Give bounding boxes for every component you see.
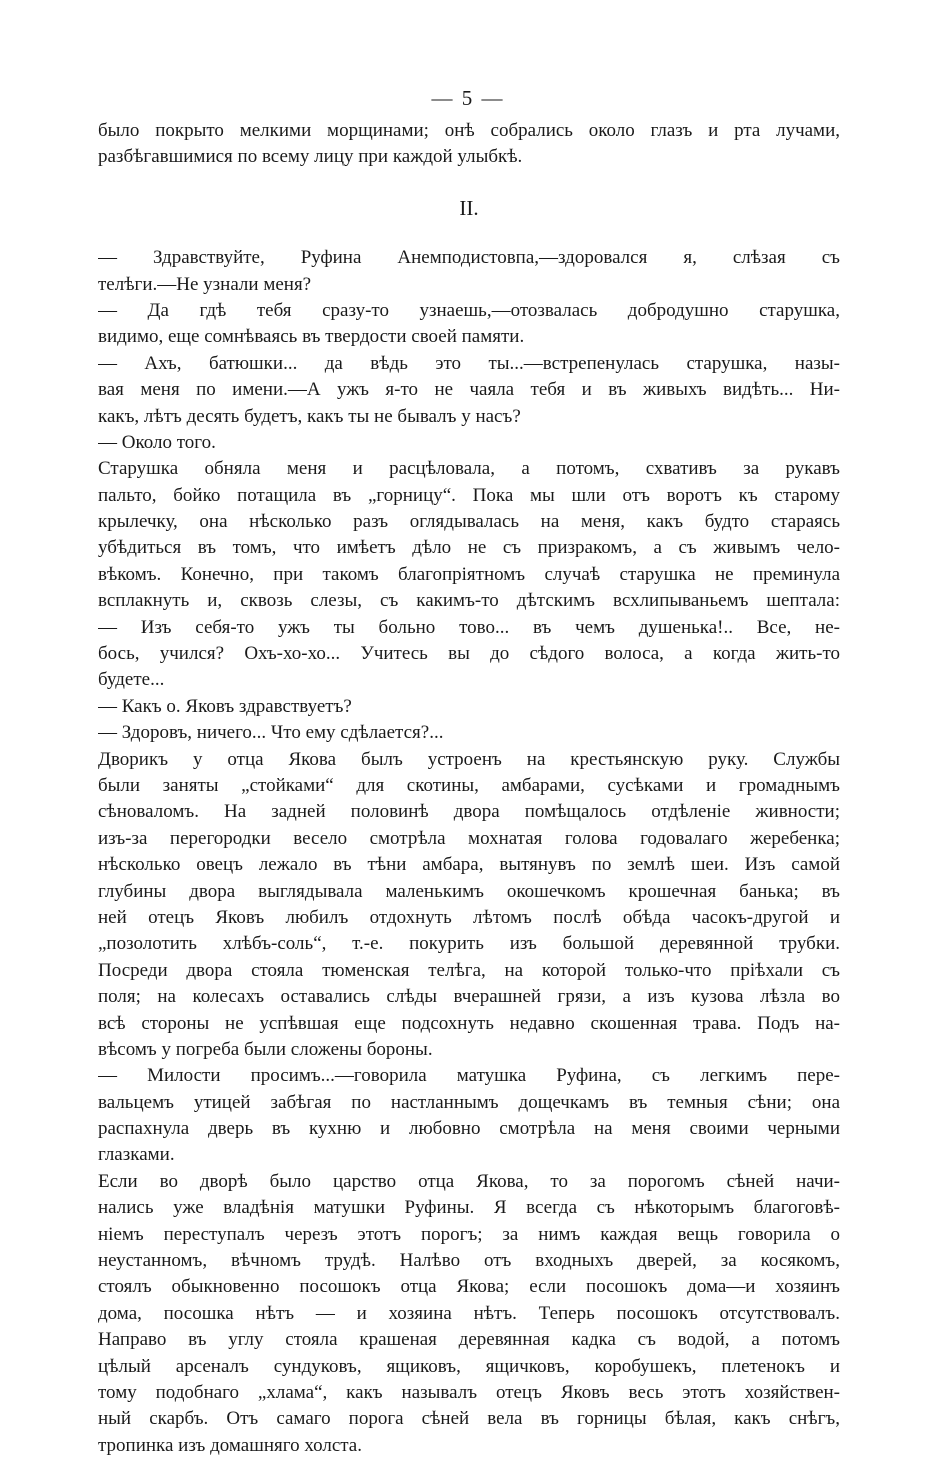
text-line: видимо, еще сомнѣваясь въ твердости своей памяти. [98, 326, 525, 348]
text-line: — Какъ о. Яковъ здравствуетъ? [98, 695, 352, 717]
text-line: — Около того. [98, 431, 216, 453]
text-line: Направо въ углу стояла крашеная деревянная кадка съ водой, а потомъ [98, 1329, 840, 1351]
text-line: Дворикъ у отца Якова былъ устроенъ на крестьянскую руку. Службы [98, 748, 840, 770]
text-line: — Изъ себя-то ужъ ты больно тово... въ чемъ душенька!.. Все, не- [98, 616, 840, 638]
text-line: — Здоровъ, ничего... Что ему сдѣлается?... [98, 722, 444, 744]
text-line: были заняты „стойками“ для скотины, амбарами, сусѣками и громаднымъ [98, 774, 840, 796]
text-line: — Здравствуйте, Руфина Анемподистовпа,—здоровался я, слѣзая съ [98, 247, 840, 269]
text-line: сѣноваломъ. На задней половинѣ двора помѣщалось отдѣленіе живности; [98, 801, 840, 823]
text-line: разбѣгавшимися по всему лицу при каждой улыбкѣ. [98, 146, 523, 168]
text-line: глазками. [98, 1144, 175, 1166]
text-line: пальто, бойко потащила въ „горницу“. Пока мы шли отъ воротъ къ старому [98, 484, 840, 506]
text-line: нались уже владѣнія матушки Руфины. Я всегда съ нѣкоторымъ благоговѣ- [98, 1197, 840, 1219]
text-line: — Ахъ, батюшки... да вѣдь это ты...—встрепенулась старушка, назы- [98, 352, 840, 374]
text-line: распахнула дверь въ кухню и любовно смотрѣла на меня своими черными [98, 1118, 840, 1140]
text-line: всѣ стороны не успѣвшая еще подсохнуть недавно скошенная трава. Подъ на- [98, 1012, 840, 1034]
text-line: ный скарбъ. Отъ самаго порога сѣней вела въ горницы бѣлая, какъ снѣгъ, [98, 1408, 840, 1430]
text-line: цѣлый арсеналъ сундуковъ, ящиковъ, ящичковъ, коробушекъ, плетенокъ и [98, 1355, 840, 1377]
text-line: будете... [98, 669, 165, 691]
text-line: вальцемъ утицей забѣгая по настланнымъ дощечкамъ въ темныя сѣни; она [98, 1091, 840, 1113]
paragraph-top [98, 118, 840, 171]
text-line: нѣсколько овецъ лежало въ тѣни амбара, вытянувъ по землѣ шеи. Изъ самой [98, 854, 840, 876]
text-line: поля; на колесахъ оставались слѣды вчерашней грязи, а изъ кузова лѣзла во [98, 986, 840, 1008]
text-line: какъ, лѣтъ десять будетъ, какъ ты не бывалъ у насъ? [98, 405, 521, 427]
text-line: „позолотить хлѣбъ-соль“, т.-е. покурить изъ большой деревянной трубки. [98, 933, 840, 955]
text-line: Старушка обняла меня и расцѣловала, а потомъ, схвативъ за рукавъ [98, 458, 840, 480]
text-line: убѣдиться въ томъ, что имѣетъ дѣло не съ призракомъ, а съ живымъ чело- [98, 537, 840, 559]
text-line: было покрыто мелкими морщинами; онѣ собрались около глазъ и рта лучами, [98, 120, 840, 141]
text-line: тому подобнаго „хлама“, какъ называлъ отецъ Яковъ весь этотъ хозяйствен- [98, 1381, 840, 1403]
section-heading: II. [459, 195, 479, 220]
text-line: Если во дворѣ было царство отца Якова, то за порогомъ сѣней начи- [98, 1170, 840, 1192]
text-line: тропинка изъ домашняго холста. [98, 1434, 362, 1456]
text-line: неустанномъ, вѣчномъ трудѣ. Налѣво отъ входныхъ дверей, за косякомъ, [98, 1250, 840, 1272]
text-line: всплакнуть и, сквозь слезы, съ какимъ-то дѣтскимъ всхлипываньемъ шептала: [98, 590, 840, 612]
body-text [98, 118, 840, 1459]
text-line: крылечку, она нѣсколько разъ оглядывалась на меня, какъ будто стараясь [98, 511, 840, 533]
text-line: ней отецъ Яковъ любилъ отдохнуть лѣтомъ послѣ обѣда часокъ-другой и [98, 906, 840, 928]
text-line: вѣкомъ. Конечно, при такомъ благопріятномъ случаѣ старушка не преминула [98, 563, 840, 585]
text-line: глубины двора выглядывала маленькимъ окошечкомъ крошечная банька; въ [98, 880, 840, 902]
text-line: Посреди двора стояла тюменская телѣга, на которой только-что пріѣхали съ [98, 959, 840, 981]
text-line: дома, посошка нѣтъ — и хозяина нѣтъ. Теперь посошокъ отсутствовалъ. [98, 1302, 840, 1324]
text-line: вая меня по имени.—А ужъ я-то не чаяла тебя и въ живыхъ видѣть... Ни- [98, 379, 840, 401]
text-line: вѣсомъ у погреба были сложены бороны. [98, 1038, 433, 1060]
section-body [98, 245, 840, 1459]
text-line: — Да гдѣ тебя сразу-то узнаешь,—отозвалась добродушно старушка, [98, 299, 840, 321]
text-line: изъ-за перегородки весело смотрѣла мохнатая голова годовалаго жеребенка; [98, 827, 840, 849]
text-line: стоялъ обыкновенно посошокъ отца Якова; если посошокъ дома—и хозяинъ [98, 1276, 840, 1298]
text-line: ніемъ переступалъ черезъ этотъ порогъ; за нимъ каждая вещь говорила о [98, 1223, 840, 1245]
page-number: — 5 — [431, 86, 505, 110]
text-line: — Милости просимъ...—говорила матушка Руфина, съ легкимъ пере- [98, 1065, 840, 1087]
text-line: телѣги.—Не узнали меня? [98, 273, 312, 295]
text-line: бось, учился? Охъ-хо-хо... Учитесь вы до сѣдого волоса, а когда жить-то [98, 643, 840, 665]
